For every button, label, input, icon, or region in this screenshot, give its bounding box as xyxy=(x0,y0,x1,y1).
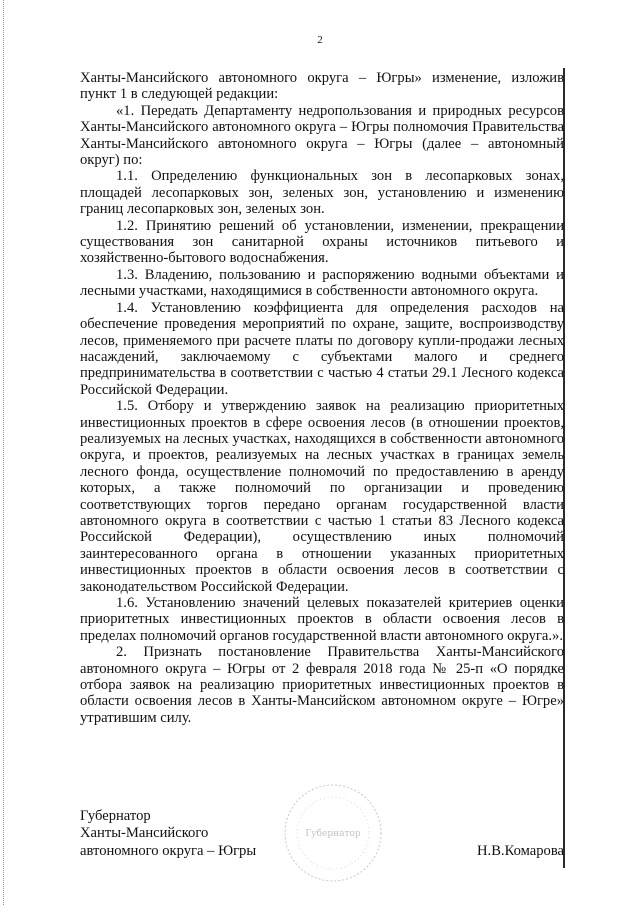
page-number: 2 xyxy=(317,34,323,46)
paragraph-item-1: «1. Передать Департаменту недропользования и природных ресурсов Ханты-Мансийского автономного округа – Югры полномочия Правительства Ханты-Мансийского автономного округа – Югры (далее – автономный округ) по: xyxy=(80,102,564,169)
document-body xyxy=(80,70,564,726)
signatory-position-line: Ханты-Мансийского xyxy=(80,825,209,842)
signatory-position-line: Губернатор xyxy=(80,808,151,824)
paragraph-item-1-4: 1.4. Установлению коэффициента для определения расходов на обеспечение проведения мероприятий по охране, защите, воспроизводству лесов, применяемого при расчете платы по договору купли-продажи лесных насаждений, заключаемому с субъектами малого и среднего предпринимательства в соответствии с частью 4 статьи 29.1 Лесного кодекса Российской Федерации. xyxy=(80,299,564,398)
paragraph-intro: Ханты-Мансийского автономного округа – Югры» изменение, изложив пункт 1 в следующей редакции: xyxy=(80,70,564,103)
signatory-position xyxy=(80,808,340,860)
paragraph-item-1-6: 1.6. Установлению значений целевых показателей критериев оценки приоритетных инвестиционных проектов в области освоения лесов в пределах полномочий органов государственной власти автономного округа.». xyxy=(80,595,564,644)
paragraph-item-1-1: 1.1. Определению функциональных зон в лесопарковых зонах, площадей лесопарковых зон, зеленых зон, установлению и изменению границ лесопарковых зон, зеленых зон. xyxy=(80,168,564,218)
paragraph-item-1-3: 1.3. Владению, пользованию и распоряжению водными объектами и лесными участками, находящимися в собственности автономного округа. xyxy=(80,266,564,300)
paragraph-item-1-2: 1.2. Принятию решений об установлении, изменении, прекращении существования зон санитарной охраны источников питьевого и хозяйственно-бытового водоснабжения. xyxy=(80,217,564,267)
signatory-position-line: автономного округа – Югры xyxy=(80,842,257,859)
paragraph-item-2: 2. Признать постановление Правительства Ханты-Мансийского автономного округа – Югры от 2 февраля 2018 года № 25-п «О порядке отбора заявок на реализацию приоритетных инвестиционных проектов в области освоения лесов в Ханты-Мансийском автономном округе – Югре» утратившим силу. xyxy=(80,644,564,726)
page-edge-line xyxy=(3,0,6,905)
stamp-text: Губернатор xyxy=(305,829,361,839)
paragraph-item-1-5: 1.5. Отбору и утверждению заявок на реализацию приоритетных инвестиционных проектов в сфере освоения лесов (в отношении проектов, реализуемых на лесных участках, находящихся в собственности автономного округа, и проектов, реализуемых на лесных участках в границах земель лесного фонда, осуществление полномочий по предоставлению в аренду которых, а также полномочий по организации и проведению соответствующих торгов передано органам государственной власти автономного округа в соответствии с частью 1 статьи 83 Лесного кодекса Российской Федерации), осуществлению иных полномочий заинтересованного органа в отношении указанных приоритетных инвестиционных проектов в области освоения лесов в соответствии с законодательством Российской Федерации. xyxy=(80,398,564,595)
signatory-name: Н.В.Комарова xyxy=(477,842,564,859)
